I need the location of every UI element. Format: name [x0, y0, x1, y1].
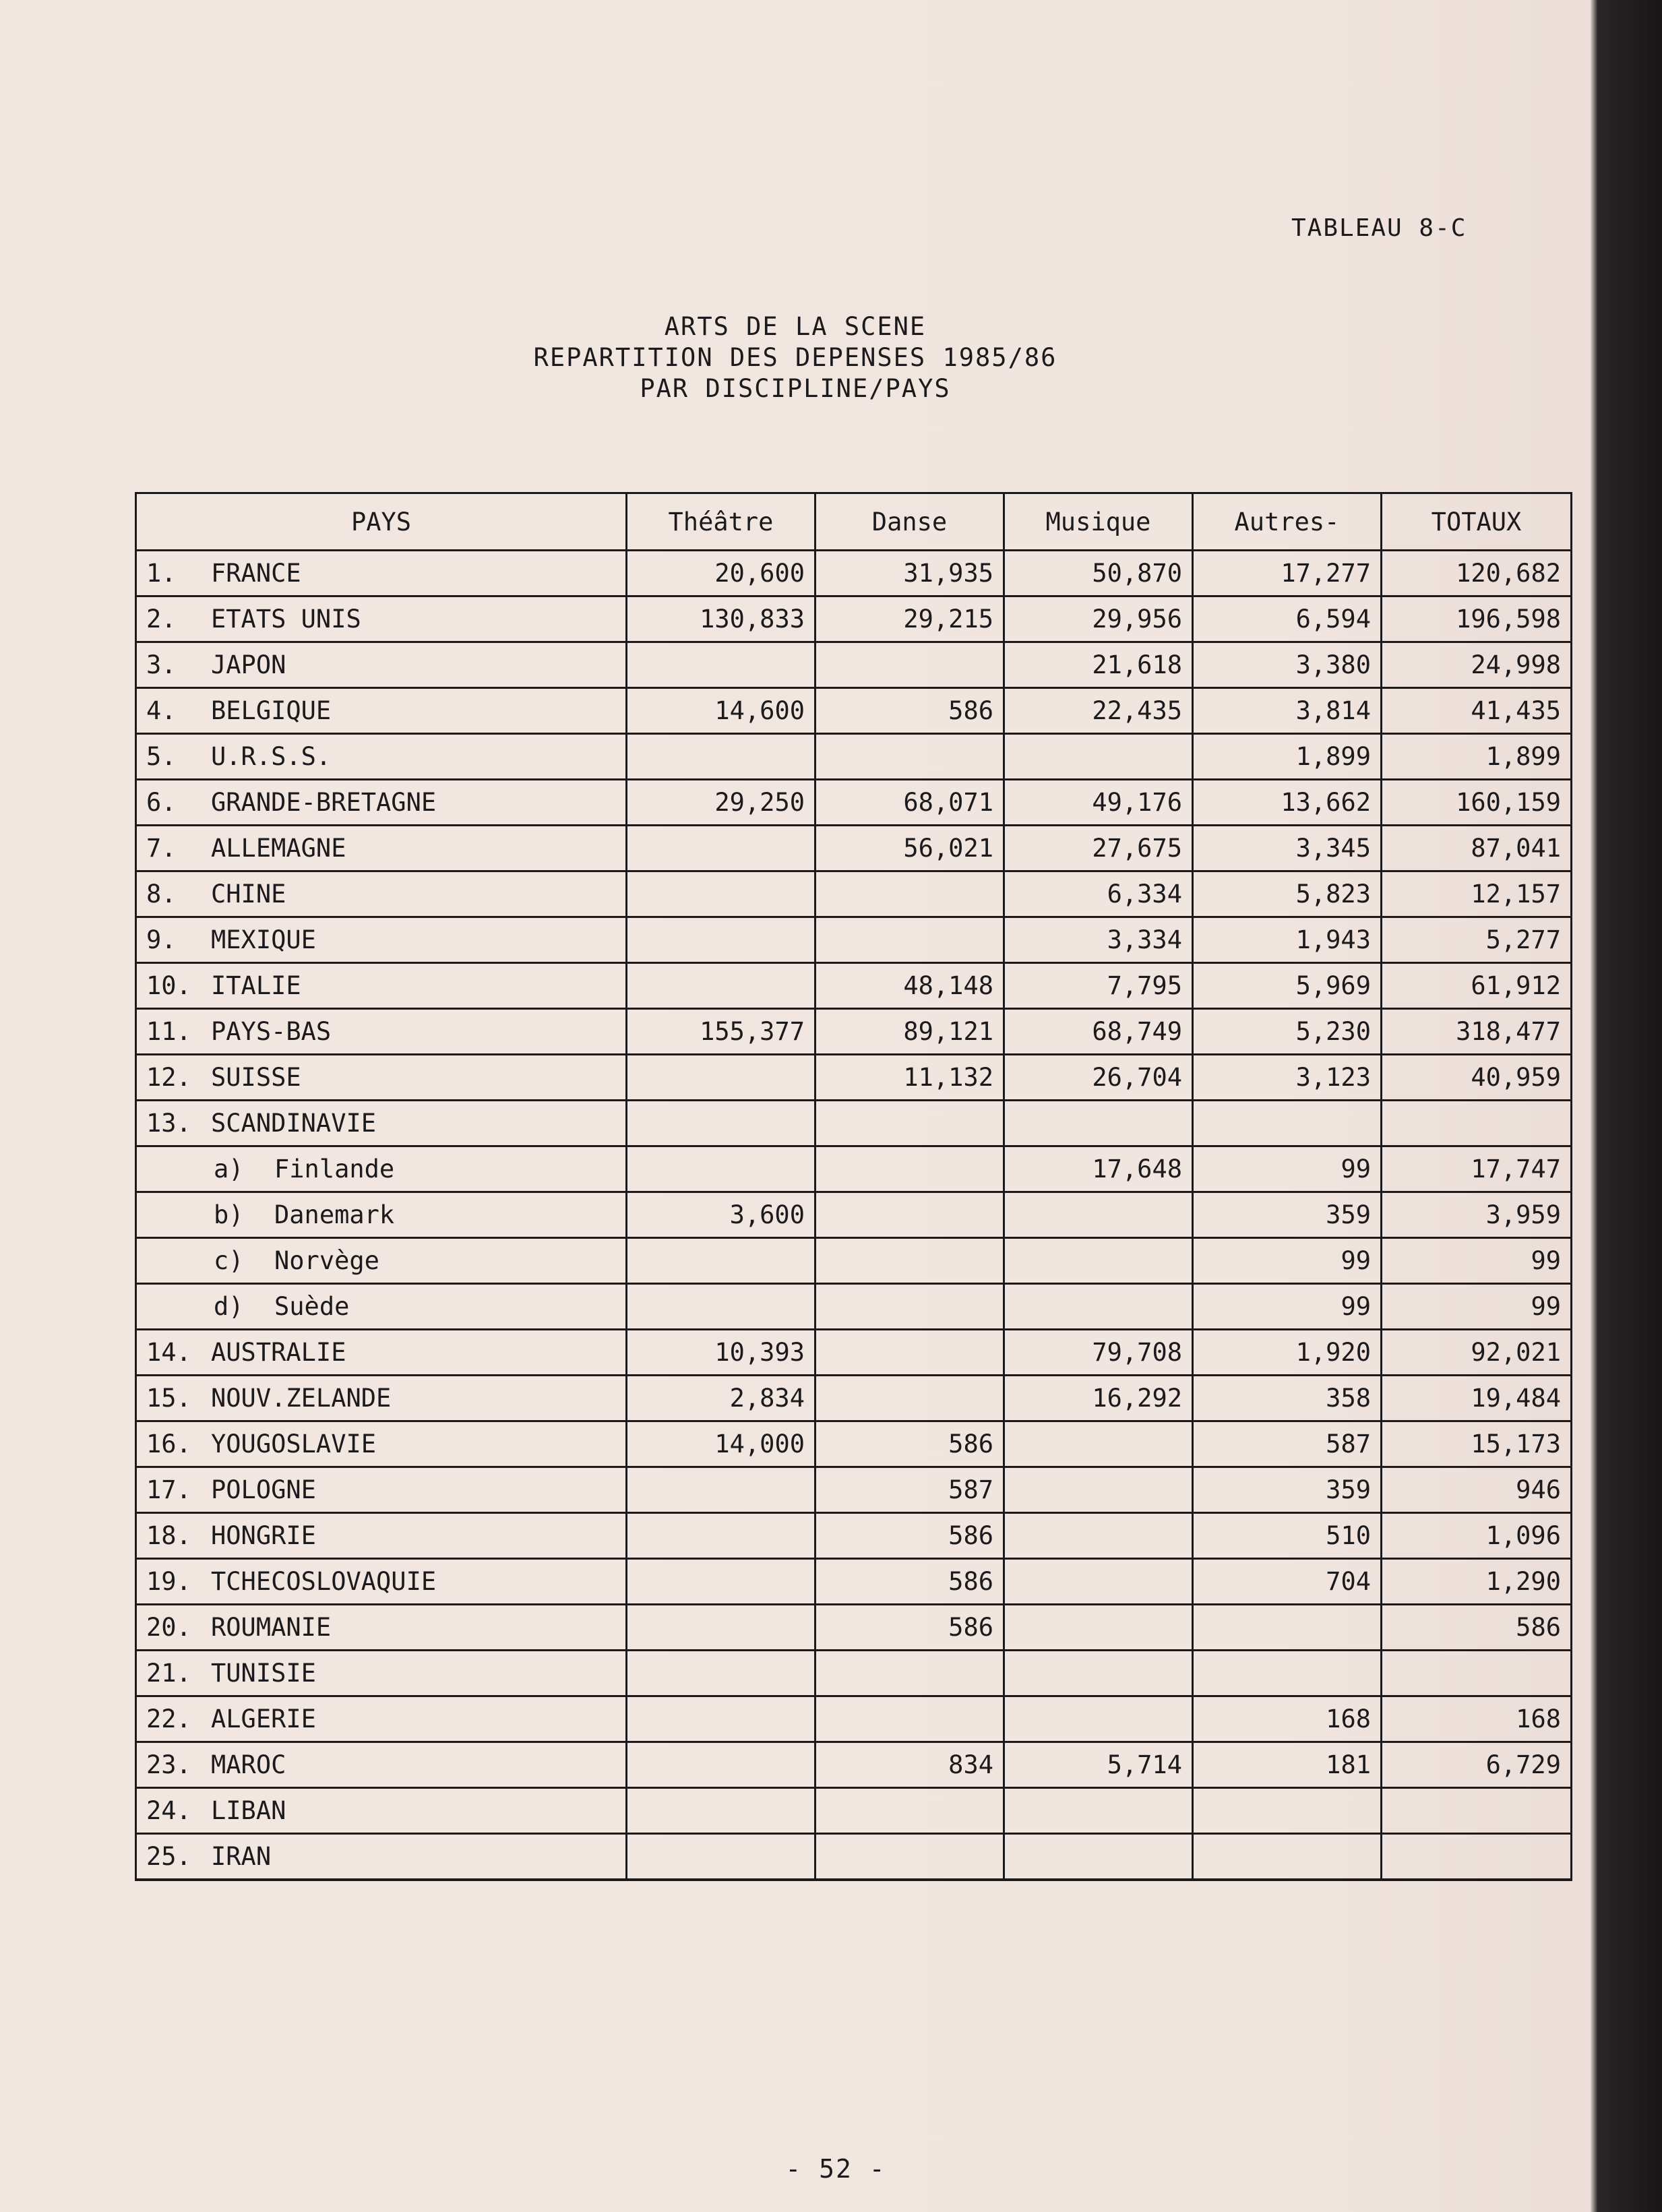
- cell-musique: [1004, 1651, 1193, 1696]
- country-name: MAROC: [211, 1750, 286, 1779]
- cell-theatre: [627, 1742, 815, 1788]
- cell-pays: [136, 1605, 627, 1651]
- cell-pays: [136, 780, 627, 826]
- column-header-musique: Musique: [1004, 493, 1193, 551]
- cell-theatre: [627, 1605, 815, 1651]
- country-name: ETATS UNIS: [211, 605, 361, 634]
- table-row: [136, 1376, 1572, 1421]
- table-row: [136, 596, 1572, 642]
- cell-danse: 586: [815, 1559, 1004, 1605]
- table-row: [136, 688, 1572, 734]
- heading-line-1: ARTS DE LA SCENE: [664, 312, 927, 341]
- cell-totaux: 41,435: [1382, 688, 1572, 734]
- country-name: GRANDE-BRETAGNE: [211, 788, 437, 817]
- cell-danse: 89,121: [815, 1009, 1004, 1055]
- cell-autres: 587: [1193, 1421, 1382, 1467]
- cell-pays: [136, 917, 627, 963]
- cell-danse: [815, 1651, 1004, 1696]
- country-name: ROUMANIE: [211, 1613, 332, 1642]
- row-number: 9.: [146, 925, 177, 954]
- cell-totaux: 24,998: [1382, 642, 1572, 688]
- table-row: [136, 734, 1572, 780]
- cell-autres: 1,899: [1193, 734, 1382, 780]
- table-row: [136, 1788, 1572, 1834]
- country-name: TUNISIE: [211, 1659, 316, 1688]
- cell-pays: [136, 1742, 627, 1788]
- cell-autres: 3,123: [1193, 1055, 1382, 1101]
- cell-totaux: 168: [1382, 1696, 1572, 1742]
- row-number: 23.: [146, 1750, 191, 1779]
- cell-autres: 17,277: [1193, 551, 1382, 596]
- cell-musique: [1004, 1605, 1193, 1651]
- cell-totaux: 6,729: [1382, 1742, 1572, 1788]
- country-name: FRANCE: [211, 559, 301, 588]
- table-row: [136, 871, 1572, 917]
- cell-theatre: [627, 642, 815, 688]
- page-number: - 52 -: [785, 2154, 886, 2184]
- cell-totaux: 5,277: [1382, 917, 1572, 963]
- cell-autres: [1193, 1834, 1382, 1880]
- cell-theatre: [627, 1284, 815, 1330]
- country-name: YOUGOSLAVIE: [211, 1430, 377, 1458]
- row-number: 7.: [146, 834, 177, 863]
- country-name: Suède: [274, 1292, 350, 1321]
- cell-musique: 17,648: [1004, 1146, 1193, 1192]
- table-row: [136, 551, 1572, 596]
- table-row: [136, 1101, 1572, 1146]
- cell-theatre: [627, 1238, 815, 1284]
- cell-theatre: [627, 826, 815, 871]
- cell-pays: [136, 1696, 627, 1742]
- cell-musique: 26,704: [1004, 1055, 1193, 1101]
- cell-totaux: 3,959: [1382, 1192, 1572, 1238]
- table-row: [136, 1605, 1572, 1651]
- table-row: [136, 1330, 1572, 1376]
- table-row: [136, 642, 1572, 688]
- cell-danse: [815, 1330, 1004, 1376]
- cell-pays: [136, 551, 627, 596]
- cell-musique: [1004, 1284, 1193, 1330]
- cell-autres: 5,823: [1193, 871, 1382, 917]
- cell-theatre: 2,834: [627, 1376, 815, 1421]
- cell-musique: [1004, 1696, 1193, 1742]
- cell-theatre: [627, 1696, 815, 1742]
- cell-danse: [815, 1788, 1004, 1834]
- cell-pays: [136, 1101, 627, 1146]
- country-name: ITALIE: [211, 971, 301, 1000]
- column-header-totaux: TOTAUX: [1382, 493, 1572, 551]
- country-name: BELGIQUE: [211, 696, 332, 725]
- table-row: [136, 1238, 1572, 1284]
- country-name: HONGRIE: [211, 1521, 316, 1550]
- cell-pays: [136, 1192, 627, 1238]
- row-number: d): [214, 1292, 244, 1321]
- cell-pays: [136, 1330, 627, 1376]
- expenditure-table: [135, 492, 1572, 1881]
- row-number: 15.: [146, 1384, 191, 1413]
- cell-autres: 3,345: [1193, 826, 1382, 871]
- cell-totaux: [1382, 1651, 1572, 1696]
- cell-theatre: 10,393: [627, 1330, 815, 1376]
- country-name: POLOGNE: [211, 1475, 316, 1504]
- cell-totaux: 15,173: [1382, 1421, 1572, 1467]
- row-number: 19.: [146, 1567, 191, 1596]
- country-name: Norvège: [274, 1246, 379, 1275]
- cell-danse: [815, 1101, 1004, 1146]
- cell-autres: 99: [1193, 1238, 1382, 1284]
- binding-edge: [1591, 0, 1662, 2212]
- cell-pays: [136, 1559, 627, 1605]
- cell-pays: [136, 734, 627, 780]
- cell-theatre: 20,600: [627, 551, 815, 596]
- cell-autres: 1,943: [1193, 917, 1382, 963]
- table-row: [136, 1192, 1572, 1238]
- cell-pays: [136, 1467, 627, 1513]
- table-identifier: TABLEAU 8-C: [1291, 214, 1467, 242]
- row-number: 8.: [146, 880, 177, 909]
- cell-autres: 13,662: [1193, 780, 1382, 826]
- cell-pays: [136, 1009, 627, 1055]
- cell-theatre: [627, 1559, 815, 1605]
- table-header-row: [136, 493, 1572, 551]
- country-name: U.R.S.S.: [211, 742, 332, 771]
- row-number: 14.: [146, 1338, 191, 1367]
- country-name: NOUV.ZELANDE: [211, 1384, 392, 1413]
- cell-danse: 586: [815, 688, 1004, 734]
- cell-totaux: 1,096: [1382, 1513, 1572, 1559]
- cell-pays: [136, 1421, 627, 1467]
- cell-musique: 79,708: [1004, 1330, 1193, 1376]
- row-number: 22.: [146, 1704, 191, 1733]
- row-number: 18.: [146, 1521, 191, 1550]
- cell-autres: 358: [1193, 1376, 1382, 1421]
- cell-pays: [136, 1146, 627, 1192]
- cell-danse: [815, 1146, 1004, 1192]
- cell-totaux: 40,959: [1382, 1055, 1572, 1101]
- cell-theatre: [627, 1101, 815, 1146]
- row-number: 1.: [146, 559, 177, 588]
- cell-autres: [1193, 1651, 1382, 1696]
- heading-line-2: REPARTITION DES DEPENSES 1985/86: [533, 343, 1057, 372]
- cell-musique: [1004, 1788, 1193, 1834]
- cell-pays: [136, 871, 627, 917]
- row-number: 20.: [146, 1613, 191, 1642]
- row-number: 5.: [146, 742, 177, 771]
- cell-autres: 704: [1193, 1559, 1382, 1605]
- cell-pays: [136, 1513, 627, 1559]
- cell-autres: [1193, 1788, 1382, 1834]
- cell-theatre: [627, 1651, 815, 1696]
- table-row: [136, 1467, 1572, 1513]
- table-row: [136, 1009, 1572, 1055]
- cell-pays: [136, 688, 627, 734]
- row-number: c): [214, 1246, 244, 1275]
- cell-theatre: [627, 1834, 815, 1880]
- table-row: [136, 1513, 1572, 1559]
- cell-theatre: [627, 871, 815, 917]
- cell-danse: [815, 1696, 1004, 1742]
- table-row: [136, 826, 1572, 871]
- cell-totaux: 17,747: [1382, 1146, 1572, 1192]
- cell-musique: [1004, 1513, 1193, 1559]
- cell-danse: 834: [815, 1742, 1004, 1788]
- row-number: 13.: [146, 1109, 191, 1138]
- cell-danse: 586: [815, 1421, 1004, 1467]
- cell-totaux: 586: [1382, 1605, 1572, 1651]
- cell-autres: 1,920: [1193, 1330, 1382, 1376]
- cell-pays: [136, 963, 627, 1009]
- cell-autres: [1193, 1101, 1382, 1146]
- row-number: 25.: [146, 1842, 191, 1871]
- cell-totaux: [1382, 1788, 1572, 1834]
- cell-danse: [815, 734, 1004, 780]
- table-row: [136, 963, 1572, 1009]
- cell-musique: [1004, 734, 1193, 780]
- row-number: b): [214, 1200, 244, 1229]
- cell-theatre: 14,000: [627, 1421, 815, 1467]
- cell-pays: [136, 826, 627, 871]
- cell-musique: 16,292: [1004, 1376, 1193, 1421]
- cell-pays: [136, 1834, 627, 1880]
- cell-autres: 510: [1193, 1513, 1382, 1559]
- cell-theatre: [627, 963, 815, 1009]
- cell-musique: 7,795: [1004, 963, 1193, 1009]
- table-row: [136, 1696, 1572, 1742]
- row-number: 11.: [146, 1017, 191, 1046]
- cell-musique: [1004, 1834, 1193, 1880]
- table-row: [136, 917, 1572, 963]
- country-name: SCANDINAVIE: [211, 1109, 377, 1138]
- cell-theatre: [627, 917, 815, 963]
- cell-musique: [1004, 1192, 1193, 1238]
- cell-danse: [815, 642, 1004, 688]
- cell-musique: 27,675: [1004, 826, 1193, 871]
- country-name: ALGERIE: [211, 1704, 316, 1733]
- cell-totaux: 160,159: [1382, 780, 1572, 826]
- cell-theatre: [627, 1513, 815, 1559]
- cell-theatre: [627, 1467, 815, 1513]
- column-header-pays: PAYS: [136, 493, 627, 551]
- cell-musique: 22,435: [1004, 688, 1193, 734]
- cell-musique: [1004, 1238, 1193, 1284]
- cell-theatre: 155,377: [627, 1009, 815, 1055]
- table-body: [136, 551, 1572, 1880]
- cell-autres: [1193, 1605, 1382, 1651]
- cell-totaux: 946: [1382, 1467, 1572, 1513]
- country-name: ALLEMAGNE: [211, 834, 346, 863]
- cell-totaux: 87,041: [1382, 826, 1572, 871]
- cell-theatre: [627, 1055, 815, 1101]
- cell-autres: 99: [1193, 1284, 1382, 1330]
- country-name: LIBAN: [211, 1796, 286, 1825]
- cell-musique: [1004, 1467, 1193, 1513]
- cell-theatre: [627, 1146, 815, 1192]
- cell-totaux: 318,477: [1382, 1009, 1572, 1055]
- cell-autres: 6,594: [1193, 596, 1382, 642]
- cell-totaux: 61,912: [1382, 963, 1572, 1009]
- cell-autres: 5,230: [1193, 1009, 1382, 1055]
- cell-autres: 3,814: [1193, 688, 1382, 734]
- row-number: 4.: [146, 696, 177, 725]
- country-name: Finlande: [274, 1155, 395, 1184]
- row-number: a): [214, 1155, 244, 1184]
- country-name: CHINE: [211, 880, 286, 909]
- column-header-theatre: Théâtre: [627, 493, 815, 551]
- cell-danse: 68,071: [815, 780, 1004, 826]
- cell-totaux: [1382, 1834, 1572, 1880]
- cell-danse: 31,935: [815, 551, 1004, 596]
- country-name: TCHECOSLOVAQUIE: [211, 1567, 437, 1596]
- country-name: MEXIQUE: [211, 925, 316, 954]
- row-number: 21.: [146, 1659, 191, 1688]
- table-row: [136, 1559, 1572, 1605]
- table-heading: [526, 311, 1065, 404]
- cell-danse: [815, 917, 1004, 963]
- table-row: [136, 1742, 1572, 1788]
- row-number: 2.: [146, 605, 177, 634]
- country-name: SUISSE: [211, 1063, 301, 1092]
- cell-autres: 168: [1193, 1696, 1382, 1742]
- cell-musique: 3,334: [1004, 917, 1193, 963]
- cell-pays: [136, 1376, 627, 1421]
- cell-danse: [815, 1192, 1004, 1238]
- cell-autres: 359: [1193, 1467, 1382, 1513]
- cell-pays: [136, 596, 627, 642]
- cell-musique: 6,334: [1004, 871, 1193, 917]
- cell-musique: 68,749: [1004, 1009, 1193, 1055]
- cell-pays: [136, 1788, 627, 1834]
- cell-danse: 48,148: [815, 963, 1004, 1009]
- cell-danse: [815, 1376, 1004, 1421]
- row-number: 10.: [146, 971, 191, 1000]
- cell-danse: 586: [815, 1605, 1004, 1651]
- heading-line-3: PAR DISCIPLINE/PAYS: [640, 374, 951, 403]
- cell-musique: [1004, 1559, 1193, 1605]
- country-name: AUSTRALIE: [211, 1338, 346, 1367]
- cell-totaux: [1382, 1101, 1572, 1146]
- cell-autres: 5,969: [1193, 963, 1382, 1009]
- table-row: [136, 1421, 1572, 1467]
- cell-autres: 359: [1193, 1192, 1382, 1238]
- row-number: 6.: [146, 788, 177, 817]
- cell-totaux: 92,021: [1382, 1330, 1572, 1376]
- row-number: 24.: [146, 1796, 191, 1825]
- cell-autres: 3,380: [1193, 642, 1382, 688]
- cell-autres: 181: [1193, 1742, 1382, 1788]
- cell-danse: [815, 871, 1004, 917]
- cell-totaux: 19,484: [1382, 1376, 1572, 1421]
- cell-musique: 5,714: [1004, 1742, 1193, 1788]
- cell-totaux: 1,290: [1382, 1559, 1572, 1605]
- cell-theatre: 29,250: [627, 780, 815, 826]
- cell-musique: 21,618: [1004, 642, 1193, 688]
- cell-pays: [136, 1651, 627, 1696]
- cell-danse: 11,132: [815, 1055, 1004, 1101]
- cell-danse: 587: [815, 1467, 1004, 1513]
- row-number: 12.: [146, 1063, 191, 1092]
- cell-danse: [815, 1834, 1004, 1880]
- cell-pays: [136, 1055, 627, 1101]
- cell-theatre: 130,833: [627, 596, 815, 642]
- cell-totaux: 120,682: [1382, 551, 1572, 596]
- cell-danse: [815, 1284, 1004, 1330]
- cell-pays: [136, 1284, 627, 1330]
- cell-theatre: 3,600: [627, 1192, 815, 1238]
- cell-theatre: [627, 1788, 815, 1834]
- table-row: [136, 1834, 1572, 1880]
- table-row: [136, 780, 1572, 826]
- cell-musique: [1004, 1421, 1193, 1467]
- cell-danse: 29,215: [815, 596, 1004, 642]
- cell-theatre: [627, 734, 815, 780]
- column-header-autres: Autres-: [1193, 493, 1382, 551]
- column-header-danse: Danse: [815, 493, 1004, 551]
- row-number: 3.: [146, 650, 177, 679]
- table-row: [136, 1651, 1572, 1696]
- cell-autres: 99: [1193, 1146, 1382, 1192]
- country-name: JAPON: [211, 650, 286, 679]
- cell-pays: [136, 642, 627, 688]
- cell-pays: [136, 1238, 627, 1284]
- country-name: Danemark: [274, 1200, 395, 1229]
- table-row: [136, 1055, 1572, 1101]
- cell-totaux: 99: [1382, 1238, 1572, 1284]
- cell-totaux: 99: [1382, 1284, 1572, 1330]
- table-row: [136, 1284, 1572, 1330]
- cell-musique: 29,956: [1004, 596, 1193, 642]
- row-number: 16.: [146, 1430, 191, 1458]
- cell-totaux: 12,157: [1382, 871, 1572, 917]
- cell-danse: [815, 1238, 1004, 1284]
- cell-danse: 56,021: [815, 826, 1004, 871]
- row-number: 17.: [146, 1475, 191, 1504]
- country-name: IRAN: [211, 1842, 272, 1871]
- table-row: [136, 1146, 1572, 1192]
- cell-totaux: 196,598: [1382, 596, 1572, 642]
- cell-totaux: 1,899: [1382, 734, 1572, 780]
- cell-danse: 586: [815, 1513, 1004, 1559]
- cell-musique: 49,176: [1004, 780, 1193, 826]
- cell-musique: 50,870: [1004, 551, 1193, 596]
- country-name: PAYS-BAS: [211, 1017, 332, 1046]
- cell-theatre: 14,600: [627, 688, 815, 734]
- cell-musique: [1004, 1101, 1193, 1146]
